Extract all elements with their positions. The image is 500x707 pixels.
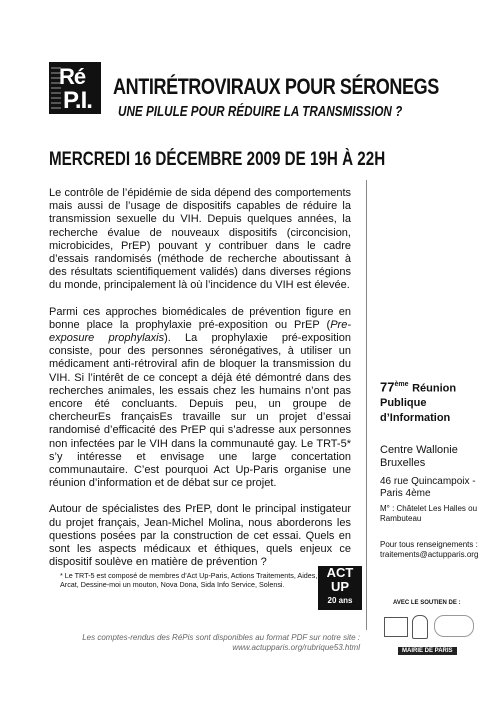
contact-info	[380, 540, 490, 560]
paragraph-3: Autour de spécialistes des PrEP, dont le principal instigateur du projet français, Jean-Michel Molina, nous aborderons les questions posées par la construction de cet essai. Quels en sont les aspects médicaux et éthiques, quels enjeux ce dispositif soulève en matière de prévention ?	[49, 503, 351, 569]
meeting-number: 77	[380, 379, 395, 395]
venue-name	[380, 444, 490, 470]
meeting-heading	[380, 377, 490, 426]
logo-text-2: P.I.	[63, 87, 92, 114]
metro-line-1: M° : Châtelet Les Halles ou	[380, 504, 478, 513]
paragraph-2-part-1: Parmi ces approches biomédicales de prévention figure en bonne place la prophylaxie pré-exposition ou PrEP (	[49, 305, 351, 331]
paragraph-1: Le contrôle de l’épidémie de sida dépend des comportements mais aussi de l’usage de dispositifs capables de réduire la transmission sexuelle du VIH. Depuis quelques années, la recherche évalue de nouveaux dispositifs (circoncision, microbicides, PrEP) pouvant y contribuer dans le cadre d’essais randomisés (méthode de recherche aboutissant à des résultats scientifiquement validés) dans diverses régions du monde, principalement là où l’incidence du VIH est élevée.	[49, 187, 351, 292]
repi-logo	[49, 62, 101, 114]
metro-line-2: Rambuteau	[380, 514, 422, 523]
paragraph-2-part-2: ). La prophylaxie pré-exposition consiste, pour des personnes séronégatives, à utiliser un médicament anti-rétroviral afin de bloquer la transmission du VIH. Si l’intérêt de ce concept a déjà été démontré dans des recherches animales, les essais chez les humains n’ont pas encore été concluants. Depuis peu, un groupe de chercheurEs françaisEs travaille sur un projet d’essai randomisé d’efficacité des PrEP qui s’adresse aux personnes non infectées par le VIH dans la communauté gay. Le TRT-5* s’y intéresse et envisage une large concertation communautaire. C’est pourquoi Act Up-Paris organise une réunion d’information et de débat sur ce projet.	[49, 332, 351, 490]
contact-label: Pour tous renseignements :	[380, 540, 478, 549]
contact-email[interactable]: traitements@actupparis.org	[380, 550, 479, 559]
actup-line-2: UP	[330, 579, 350, 594]
actup-20-ans-logo	[318, 566, 362, 610]
page-subtitle: UNE PILULE POUR RÉDUIRE LA TRANSMISSION ?	[118, 103, 403, 120]
address-line-2: Paris 4ème	[380, 488, 431, 499]
meeting-number-suffix: ème	[394, 381, 409, 388]
paragraph-2	[49, 306, 351, 491]
main-text	[49, 187, 351, 582]
venue-line-1: Centre Wallonie	[380, 444, 458, 456]
metro-info	[380, 504, 490, 524]
actup-line-3: 20 ans	[327, 596, 353, 605]
reports-note	[60, 633, 360, 653]
venue-address	[380, 476, 490, 500]
support-label: AVEC LE SOUTIEN DE :	[393, 600, 461, 606]
actup-line-1: ACT	[326, 565, 354, 580]
address-line-1: 46 rue Quincampoix -	[380, 476, 476, 487]
meeting-word-1: Réunion	[412, 382, 457, 395]
meeting-word-2: Publique	[380, 397, 427, 410]
sponsor-logo-3	[434, 615, 474, 637]
reports-line-1: Les comptes-rendus des RéPis sont disponibles au format PDF sur notre site :	[82, 633, 360, 642]
footnote: * Le TRT-5 est composé de membres d’Act Up-Paris, Actions Traitements, Aides, Arcat, Dessine-moi un mouton, Nova Dona, Sida Info Service, Solensi.	[60, 571, 318, 589]
reports-link[interactable]: www.actupparis.org/rubrique53.html	[232, 643, 360, 652]
column-divider	[366, 180, 367, 630]
logo-text-1: Ré	[59, 64, 86, 89]
event-date: MERCREDI 16 DÉCEMBRE 2009 DE 19H À 22H	[49, 149, 386, 170]
venue-line-2: Bruxelles	[380, 457, 426, 469]
ribbon-icon	[412, 615, 428, 639]
paragraph-2-italic: Pre-exposure prophylaxis	[49, 318, 351, 345]
meeting-word-3: d’Information	[380, 412, 451, 425]
page-title: ANTIRÉTROVIRAUX POUR SÉRONEGS	[113, 74, 439, 99]
mairie-de-paris-logo: MAIRIE DE PARIS	[398, 647, 457, 655]
sponsor-logo-1	[384, 617, 408, 637]
